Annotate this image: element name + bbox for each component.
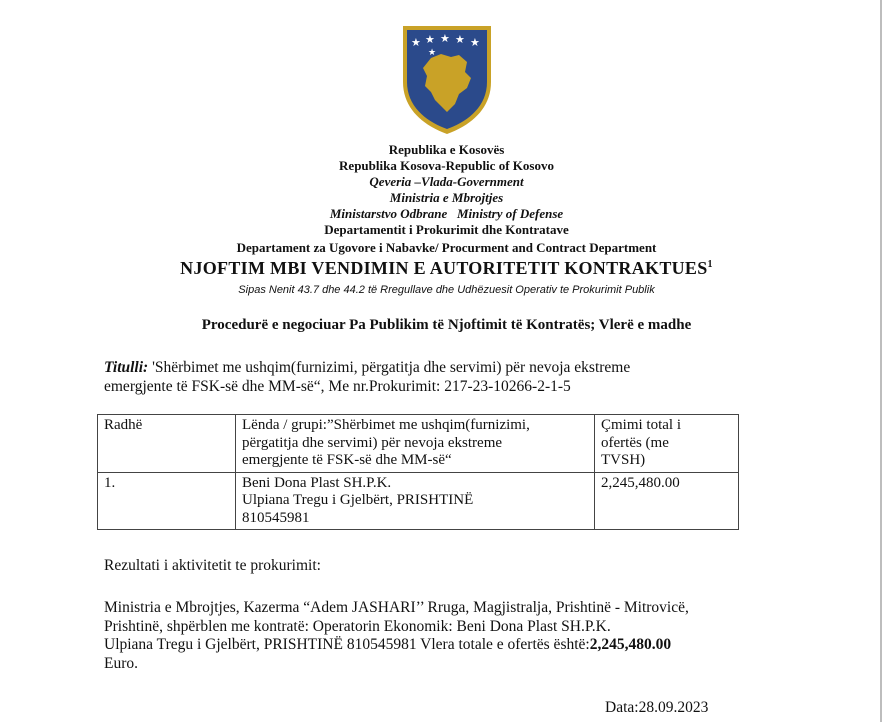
result-paragraph [104, 599, 804, 673]
page-edge [880, 0, 882, 722]
header-ministry-translations [0, 206, 893, 222]
svg-text:★: ★ [428, 48, 437, 58]
header-price-line: Çmimi total i [601, 417, 682, 433]
titulli-label: Titulli: [104, 359, 149, 376]
result-line-2: Prishtinë, shpërblen me kontratë: Operatorin Ekonomik: Beni Dona Plast SH.P.K. [104, 617, 611, 635]
titulli-line-1 [104, 358, 784, 377]
document-date: Data:28.09.2023 [605, 699, 709, 716]
header-col-subject [236, 415, 595, 473]
result-label: Rezultati i aktivitetit te prokurimit: [104, 557, 321, 574]
notice-subtitle: Sipas Nenit 43.7 dhe 44.2 të Rregullave dhe Udhëzuesit Operativ te Prokurimit Publik [238, 284, 655, 296]
header-department-multi: Departament za Ugovore i Nabavke/ Procurment and Contract Department [236, 240, 657, 255]
header-subject-line: Lënda / grupi:”Shërbimet me ushqim(furnizimi, [242, 417, 530, 433]
result-line-4: Euro. [104, 654, 139, 672]
row-operator [236, 472, 595, 530]
operator-address: Ulpiana Tregu i Gjelbërt, PRISHTINË [242, 492, 474, 508]
row-price: 2,245,480.00 [595, 472, 739, 530]
header-republic-multi: Republika Kosova-Republic of Kosovo [339, 158, 554, 173]
header-subject-line: përgatitja dhe servimi) për nevoja ekstreme [242, 434, 503, 451]
result-line-3-text: Ulpiana Tregu i Gjelbërt, PRISHTINË 810545981 Vlera totale e ofertës është: [104, 636, 590, 653]
svg-text:★: ★ [411, 36, 421, 49]
footnote-mark: 1 [707, 259, 713, 270]
header-department-sq: Departamentit i Prokurimit dhe Kontratave [324, 222, 569, 237]
header-price-line: ofertës (me [601, 434, 669, 451]
operator-name: Beni Dona Plast SH.P.K. [242, 474, 392, 491]
header-col-index: Radhë [98, 415, 236, 473]
header-price-line: TVSH) [601, 452, 646, 468]
titulli-line-2: emergjente të FSK-së dhe MM-së“, Me nr.Prokurimit: 217-23-10266-2-1-5 [104, 378, 571, 395]
notice-title-text: NJOFTIM MBI VENDIMIN E AUTORITETIT KONTRAKTUES [180, 258, 708, 278]
header-subject-line: emergjente të FSK-së dhe MM-së“ [242, 452, 452, 468]
titulli-block [104, 358, 784, 396]
header-republic-sq: Republika e Kosovës [388, 142, 505, 157]
result-line-1: Ministria e Mbrojtjes, Kazerma “Adem JASHARI’’ Rruga, Magjistralja, Prishtinë - Mitrovicë, [104, 599, 689, 616]
notice-title [0, 258, 893, 279]
operator-id: 810545981 [242, 509, 310, 526]
row-index: 1. [98, 472, 236, 530]
header-ministry-sr: Ministarstvo Odbrane [329, 206, 448, 221]
header-col-price [595, 415, 739, 473]
svg-text:★: ★ [470, 36, 480, 49]
table-header-row [98, 415, 739, 473]
table-row [98, 472, 739, 530]
result-amount: 2,245,480.00 [589, 636, 672, 653]
kosovo-coat-of-arms-icon [401, 24, 493, 136]
procedure-type: Procedurë e negociuar Pa Publikim të Njoftimit të Kontratës; Vlerë e madhe [201, 317, 692, 333]
result-line-3 [104, 636, 804, 655]
header-government: Qeveria –Vlada-Government [369, 174, 524, 189]
header-ministry: Ministria e Mbrojtjes [389, 190, 504, 205]
svg-text:★: ★ [425, 33, 435, 46]
svg-text:★: ★ [440, 32, 450, 45]
svg-text:★: ★ [455, 33, 465, 46]
titulli-text-1: 'Shërbimet me ushqim(furnizimi, përgatitja dhe servimi) për nevoja ekstreme [148, 359, 631, 376]
header-ministry-en: Ministry of Defense [456, 206, 564, 221]
award-table [97, 414, 739, 530]
